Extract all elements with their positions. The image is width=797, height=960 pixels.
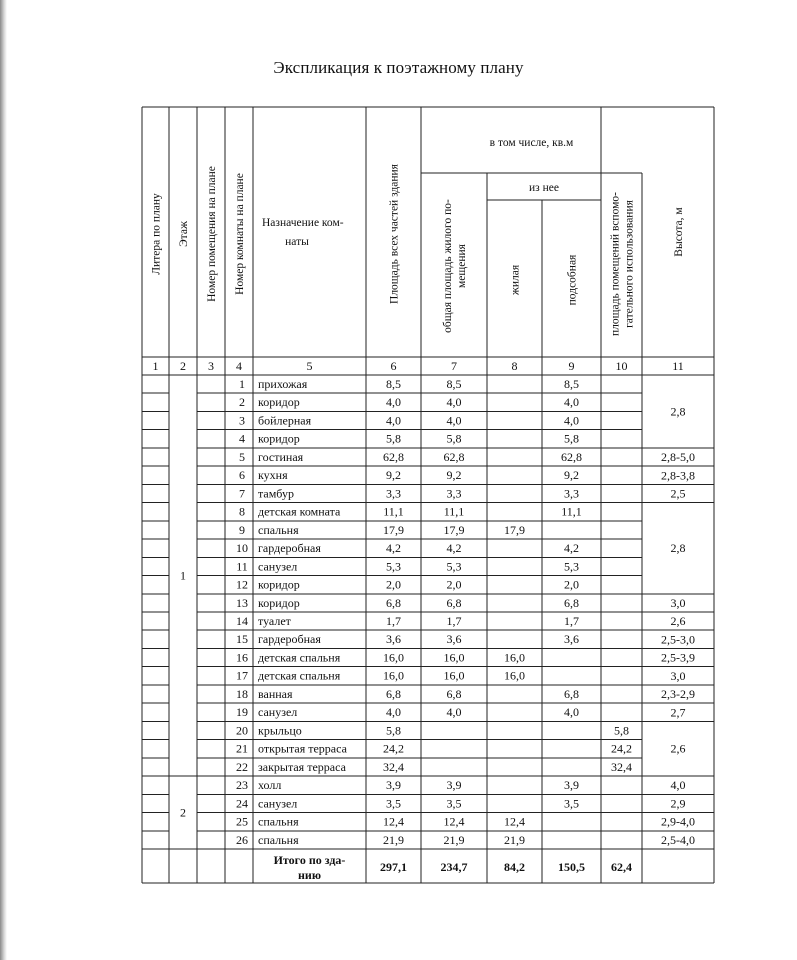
height-value: 2,9-4,0 — [661, 814, 695, 829]
room-name: детская комната — [258, 504, 341, 519]
total-area-value: 16,0 — [443, 668, 465, 683]
room-number: 19 — [236, 705, 248, 720]
room-name: санузел — [258, 559, 298, 574]
total-area-value: 12,4 — [443, 814, 465, 829]
header-utility: площадь помещений вспомо- — [609, 192, 622, 336]
height-value: 2,8 — [670, 404, 686, 419]
area-value: 6,8 — [386, 686, 401, 701]
total-label: Итого по зда- — [273, 852, 346, 867]
area-value: 5,8 — [386, 723, 401, 738]
floor-label: 1 — [180, 568, 186, 583]
room-number: 7 — [239, 486, 245, 501]
auxiliary-area-value: 4,0 — [564, 395, 579, 410]
area-value: 9,2 — [386, 468, 401, 483]
area-value: 62,8 — [383, 449, 404, 464]
room-number: 5 — [239, 449, 245, 464]
height-value: 2,6 — [670, 614, 686, 629]
header-litera: Литера по плану — [150, 193, 163, 275]
total-area-value: 8,5 — [446, 377, 462, 391]
room-number: 25 — [236, 814, 248, 829]
auxiliary-area-value: 3,6 — [564, 632, 579, 647]
room-name: санузел — [258, 705, 298, 720]
living-area-value: 17,9 — [504, 522, 525, 537]
header-utility: гательного использования — [623, 200, 636, 328]
room-name: коридор — [258, 431, 300, 446]
area-value: 24,2 — [383, 741, 404, 756]
total-area-value: 62,8 — [443, 449, 465, 464]
room-number: 6 — [239, 468, 245, 483]
total-area-value: 11,1 — [443, 504, 465, 519]
area-value: 1,7 — [386, 613, 401, 628]
height-value: 2,5-3,9 — [661, 650, 695, 665]
room-name: кухня — [258, 468, 288, 483]
room-number: 20 — [236, 723, 248, 738]
height-value: 2,5-3,0 — [661, 632, 695, 647]
room-name: санузел — [258, 796, 298, 811]
area-value: 17,9 — [383, 522, 404, 537]
living-area-value: 16,0 — [504, 650, 525, 665]
header-purpose: Назначение ком- — [262, 217, 344, 229]
document-title: Экспликация к поэтажному плану — [273, 58, 524, 77]
room-name: коридор — [258, 595, 300, 610]
area-value: 4,0 — [386, 705, 401, 720]
area-value: 16,0 — [383, 668, 404, 683]
total-area-value: 4,2 — [446, 541, 462, 556]
room-number: 26 — [236, 832, 248, 847]
room-number: 18 — [236, 686, 248, 701]
height-value: 3,0 — [670, 668, 686, 683]
height-value: 2,7 — [670, 705, 686, 720]
utility-area-value: 32,4 — [611, 759, 632, 774]
header-living: жилая — [509, 264, 522, 296]
room-name: холл — [258, 778, 282, 793]
column-number: 10 — [615, 359, 628, 373]
area-value: 11,1 — [383, 504, 404, 519]
room-name: детская спальня — [258, 650, 341, 665]
auxiliary-area-value: 3,5 — [564, 796, 579, 811]
total-area-value: 3,3 — [446, 486, 462, 501]
utility-area-value: 5,8 — [614, 723, 629, 738]
room-name: ванная — [258, 686, 293, 701]
auxiliary-area-value: 5,3 — [564, 559, 579, 574]
room-number: 9 — [239, 522, 245, 537]
column-number: 3 — [208, 359, 214, 373]
header-chamber-number: Номер комнаты на плане — [234, 173, 246, 295]
room-number: 10 — [236, 541, 248, 556]
total-auxiliary-area: 150,5 — [558, 859, 585, 874]
auxiliary-area-value: 6,8 — [564, 595, 579, 610]
utility-area-value: 24,2 — [611, 741, 632, 756]
auxiliary-area-value: 1,7 — [564, 613, 579, 628]
room-number: 2 — [239, 395, 245, 410]
total-area-value: 5,8 — [446, 431, 462, 446]
auxiliary-area-value: 4,2 — [564, 541, 579, 556]
column-number: 2 — [180, 359, 186, 373]
column-number: 6 — [390, 359, 397, 373]
total-area-value: 5,3 — [446, 559, 462, 574]
area-value: 21,9 — [383, 832, 404, 847]
room-number: 17 — [236, 668, 248, 683]
header-total-area: Площадь всех частей здания — [388, 164, 401, 304]
room-number: 22 — [236, 759, 248, 774]
total-area-value: 2,0 — [446, 577, 462, 592]
area-value: 3,5 — [386, 796, 401, 811]
column-number: 8 — [511, 359, 518, 373]
height-value: 2,8 — [670, 541, 686, 556]
auxiliary-area-value: 3,3 — [564, 486, 579, 501]
height-value: 3,0 — [670, 595, 686, 610]
auxiliary-area-value: 4,0 — [564, 413, 579, 428]
total-area-value: 6,8 — [446, 686, 462, 701]
room-name: гардеробная — [258, 541, 321, 556]
header-including: в том числе, кв.м — [489, 137, 574, 149]
room-number: 3 — [239, 413, 245, 428]
total-area-value: 4,0 — [446, 705, 462, 720]
room-name: прихожая — [258, 377, 308, 391]
room-number: 16 — [236, 650, 248, 665]
room-name: гардеробная — [258, 632, 321, 647]
room-name: закрытая терраса — [258, 759, 346, 774]
height-value: 4,0 — [670, 778, 686, 793]
height-value: 2,5 — [670, 486, 686, 501]
auxiliary-area-value: 4,0 — [564, 705, 579, 720]
living-area-value: 16,0 — [504, 668, 525, 683]
auxiliary-area-value: 2,0 — [564, 577, 579, 592]
total-area-value: 21,9 — [443, 832, 465, 847]
room-name: гостиная — [258, 449, 304, 464]
header-general-area: мещения — [456, 244, 468, 288]
header-of-which: из нее — [529, 182, 559, 194]
total-area-value: 1,7 — [446, 613, 462, 628]
room-number: 14 — [236, 613, 248, 628]
area-value: 6,8 — [386, 595, 401, 610]
header-auxiliary: подсобная — [566, 254, 579, 306]
area-value: 3,3 — [386, 486, 401, 501]
total-label: нию — [298, 867, 321, 882]
area-value: 2,0 — [386, 577, 401, 592]
room-number: 1 — [239, 377, 245, 391]
room-number: 15 — [236, 632, 248, 647]
living-area-value: 21,9 — [504, 832, 525, 847]
area-value: 16,0 — [383, 650, 404, 665]
room-name: коридор — [258, 395, 300, 410]
auxiliary-area-value: 3,9 — [564, 778, 579, 793]
total-area-value: 3,5 — [446, 796, 462, 811]
room-number: 4 — [239, 431, 245, 446]
column-number: 7 — [451, 359, 457, 373]
total-area-value: 4,0 — [446, 413, 462, 428]
auxiliary-area-value: 11,1 — [561, 504, 582, 519]
total-living-area: 84,2 — [504, 859, 525, 874]
area-value: 4,0 — [386, 413, 401, 428]
column-number: 11 — [672, 359, 684, 373]
total-area-value: 3,9 — [446, 778, 462, 793]
room-name: спальня — [258, 832, 299, 847]
area-value: 32,4 — [383, 759, 404, 774]
height-value: 2,9 — [670, 796, 686, 811]
room-name: коридор — [258, 577, 300, 592]
room-number: 8 — [239, 504, 245, 519]
area-value: 3,6 — [386, 632, 401, 647]
total-area-value: 16,0 — [443, 650, 465, 665]
room-number: 13 — [236, 595, 248, 610]
area-value: 5,8 — [386, 431, 401, 446]
total-area: 297,1 — [380, 859, 407, 874]
height-value: 2,3-2,9 — [661, 687, 695, 702]
header-purpose: наты — [285, 236, 309, 248]
total-area-value: 9,2 — [446, 468, 462, 483]
height-value: 2,6 — [670, 741, 686, 756]
column-number: 9 — [568, 359, 575, 373]
auxiliary-area-value: 9,2 — [564, 468, 579, 483]
room-name: тамбур — [258, 486, 294, 501]
header-height: Высота, м — [673, 207, 685, 257]
total-utility-area: 62,4 — [611, 859, 632, 874]
height-value: 2,8-3,8 — [661, 468, 695, 483]
column-number: 1 — [152, 359, 159, 373]
room-name: открытая терраса — [258, 741, 347, 756]
total-area-value: 4,0 — [446, 395, 462, 410]
area-value: 4,0 — [386, 395, 401, 410]
header-etazh: Этаж — [178, 221, 190, 247]
room-number: 21 — [236, 741, 248, 756]
room-name: спальня — [258, 522, 299, 537]
column-number: 5 — [306, 359, 313, 373]
room-number: 23 — [236, 778, 248, 793]
auxiliary-area-value: 62,8 — [561, 449, 582, 464]
area-value: 8,5 — [386, 377, 401, 391]
header-general-area: общая площадь жилого по- — [442, 199, 454, 333]
floor-label: 2 — [180, 805, 186, 820]
area-value: 5,3 — [386, 559, 401, 574]
auxiliary-area-value: 5,8 — [564, 431, 579, 446]
room-name: туалет — [258, 613, 291, 628]
room-number: 24 — [236, 796, 248, 811]
auxiliary-area-value: 8,5 — [564, 377, 579, 391]
area-value: 4,2 — [386, 541, 401, 556]
area-value: 3,9 — [386, 778, 401, 793]
area-value: 12,4 — [383, 814, 404, 829]
total-area-value: 6,8 — [446, 595, 462, 610]
total-area-value: 3,6 — [446, 632, 462, 647]
room-name: крыльцо — [258, 723, 302, 738]
room-number: 12 — [236, 577, 248, 592]
room-name: бойлерная — [258, 413, 312, 428]
total-area-value: 17,9 — [443, 522, 465, 537]
column-number: 4 — [236, 359, 242, 373]
living-area-value: 12,4 — [504, 814, 525, 829]
height-value: 2,8-5,0 — [661, 450, 695, 465]
header-room-number: Номер помещения на плане — [206, 166, 218, 302]
room-number: 11 — [236, 559, 248, 574]
height-value: 2,5-4,0 — [661, 832, 695, 847]
room-name: детская спальня — [258, 668, 341, 683]
room-name: спальня — [258, 814, 299, 829]
total-general-area: 234,7 — [440, 859, 468, 874]
auxiliary-area-value: 6,8 — [564, 686, 579, 701]
